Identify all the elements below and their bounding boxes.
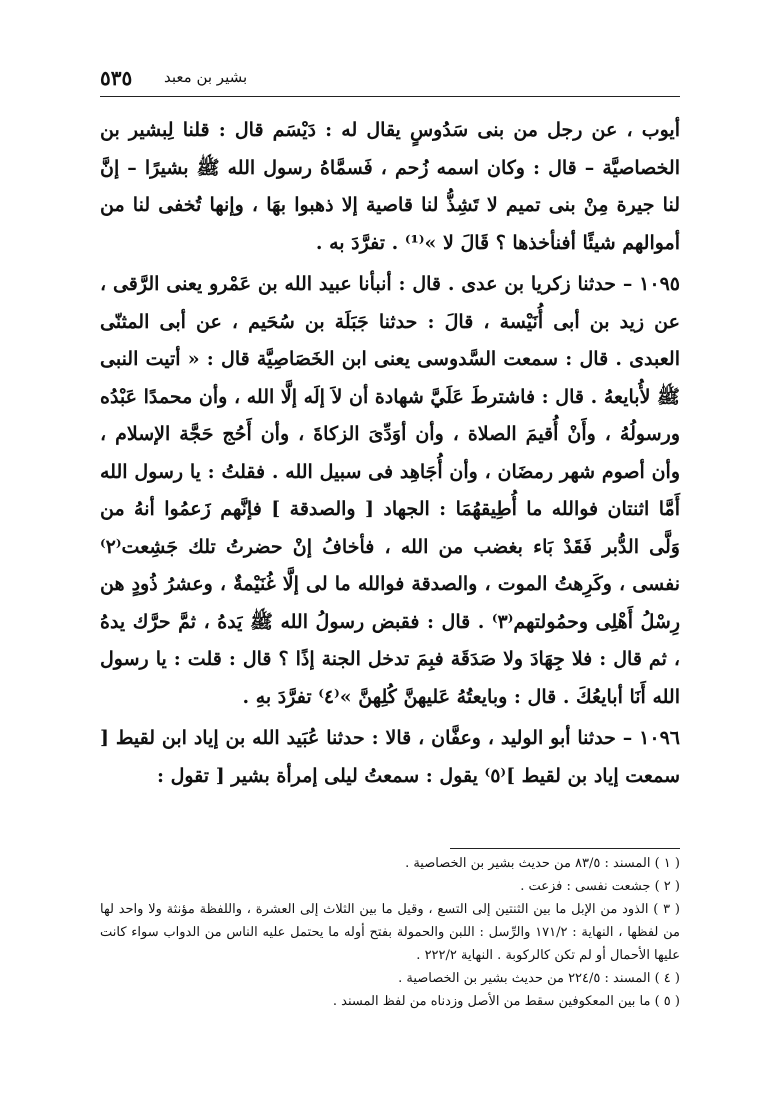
hadith-1095: ١٠٩٥ – حدثنا زكريا بن عدى . قال : أنبأنا عبيد الله بن عَمْرو يعنى الرَّقى ، عن زيد بن أبى أُنَيْسة ، قالَ : حدثنا جَبَلَة بن سُحَيم ، عن أبى المثنّى العبدى . قال : سمعت السَّدوسى يعنى ابن الخَصَاصِيَّة قال : « أتيت النبى ﷺ لأُبايعهُ . قال : فاشترطَ عَلَيَّ شهادة أن لاَ إلَه إلَّا الله ، وأن محمدًا عَبْدُه ورسولُهُ ، وأَنْ أُقيمَ الصلاة ، وأن أوَدِّىَ الزكاةَ ، وأن أَحُج حَجَّة الإسلام ، وأن أصوم شهر رمضَان ، وأن أُجَاهِد فى سبيل الله . فقلتُ : يا رسول الله أَمَّا اثنتان فوالله ما أُطِيقهُمَا : الجهاد [ والصدقة ] فإنَّهم زَعمُوا أنهُ من وَلَّى الدُّبر فَقَدْ بَاء بغضب من الله ، فأخافُ إنْ حضرتُ تلك جَشِعت⁽٢⁾ نفسى ، وكَرِهتُ الموت ، والصدقة فوالله ما لى إلَّا غُنَيْمةٌ ، وعشرُ ذُودٍ هن رِسْلُ أَهْلِى وحمُولتهم⁽٣⁾ . قال : فقبض رسولُ الله ﷺ يَدهُ ، ثمَّ حرَّك يدهُ ، ثم قال : فلا جِهَادَ ولا صَدَقَة فبِمَ تدخل الجنة إذًا ؟ قال : قلت : يا رسول الله أَنَا أبايعُكَ . قال : وبايعتُهُ عَليهنَّ كُلِهنَّ »⁽٤⁾ تفرَّدَ بهِ .: [100, 273, 680, 708]
footnotes: [100, 852, 680, 1013]
footnote-divider: [450, 848, 680, 849]
main-text: [100, 112, 680, 795]
page-number: ٥٣٥: [100, 66, 133, 90]
footnote-2: ( ٢ ) جشعت نفسى : فزعت .: [520, 879, 680, 894]
hadith-1096: ١٠٩٦ – حدثنا أبو الوليد ، وعفَّان ، قالا : حدثنا عُبَيد الله بن إياد ابن لقيط [ سمعت إياد بن لقيط ]⁽٥⁾ يقول : سمعتُ ليلى إمرأة بشير [ تقول :: [100, 727, 680, 787]
running-title: بشير بن معبد: [164, 68, 248, 86]
footnote-3: ( ٣ ) الذود من الإبل ما بين الثنتين إلى التسع ، وقيل ما بين الثلاث إلى العشرة ، واللفظة مؤنثة ولا واحد لها من لفظها ، النهاية : ١٧١/٢ والرِّسل : اللبن والحمولة بفتح أوله ما يحتمل عليه الناس من الدواب سواء كانت عليها الأحمال أو لم تكن كالركوبة . النهاية ٢٢٢/٢ .: [100, 902, 681, 963]
page-header: [100, 66, 680, 97]
paragraph-continuation: أيوب ، عن رجل من بنى سَدُوسٍ يقال له : دَيْسَم قال : قلنا لِبشير بن الخصاصيَّة – قال : وكان اسمه زُحم ، فَسمَّاهُ رسول الله ﷺ بشيرًا – إنَّ لنا جيرة مِنْ بنى تميم لا تَشِذُّ لنا قاصية إلا ذهبوا بهَا ، وإنها تُخفى لنا من أموالهم شيئًا أفنأخذها ؟ قَالَ لا »⁽¹⁾ . تفرَّدَ به .: [100, 119, 680, 254]
footnote-4: ( ٤ ) المسند : ٢٢٤/٥ من حديث بشير بن الخصاصية .: [398, 971, 680, 986]
footnote-5: ( ٥ ) ما بين المعكوفين سقط من الأصل وزدناه من لفظ المسند .: [332, 994, 680, 1009]
footnote-1: ( ١ ) المسند : ٨٣/٥ من حديث بشير بن الخصاصية .: [405, 856, 680, 871]
